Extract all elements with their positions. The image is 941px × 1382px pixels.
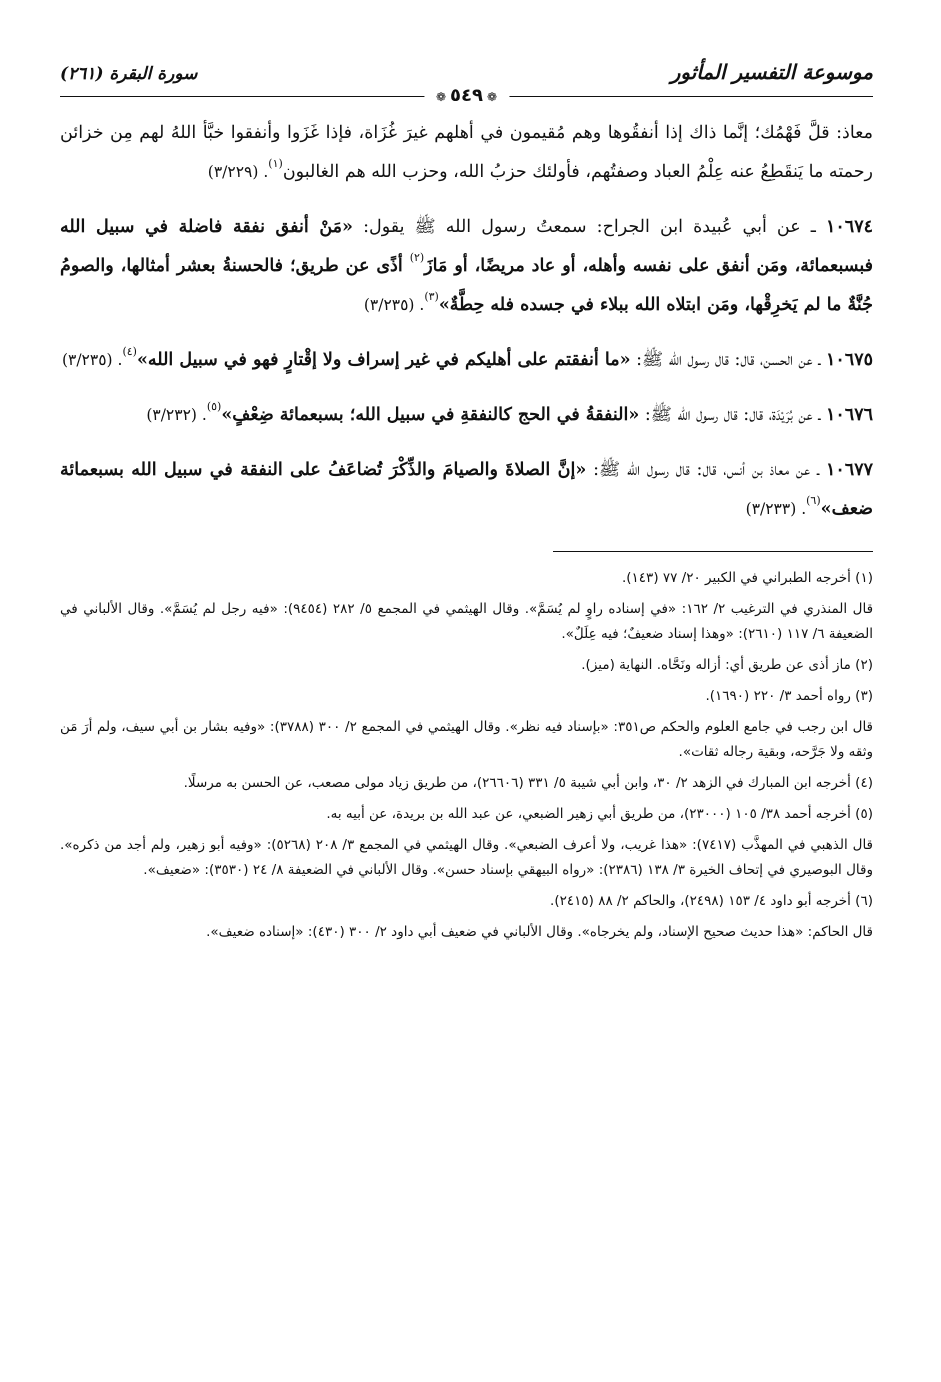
volume-reference: . (٣/٢٣٥) xyxy=(61,351,123,369)
hadith-text: «مَنْ أنفق نفقة فاضلة في سبيل الله فبسبعمائة، ومَن أنفق على نفسه وأهله، أو عاد مريضًا، أو مَازَ xyxy=(60,217,873,276)
paragraph-continuation xyxy=(60,114,873,192)
footnote: قال المنذري في الترغيب ٢/ ١٦٢: «في إسناده راوٍ لم يُسَمَّ». وقال الهيثمي في المجمع ٥/ ٢٨٢ (٩٤٥٤): «فيه رجل لم يُسَمَّ». وقال الألباني في الضعيفة ٦/ ١١٧ (٢٦١٠): «وهذا إسناد ضعيفٌ؛ فيه عِلَلٌ». xyxy=(60,601,874,642)
footnote-marker: (١) xyxy=(268,157,283,170)
hadith-chain: ـ عن معاذ بن أنس، قال: قال رسول الله ﷺ: xyxy=(586,460,826,480)
hadith-chain: ـ عن الحسن، قال: قال رسول الله ﷺ: xyxy=(630,350,826,370)
book-page xyxy=(60,58,873,951)
hadith-chain: ـ عن بُرَيْدَة، قال: قال رسول الله ﷺ: xyxy=(639,405,826,425)
footnote-marker: (٥) xyxy=(206,400,222,413)
hadith-entry xyxy=(60,396,873,435)
hadith-number: ١٠٦٧٥ xyxy=(826,350,873,370)
hadith-text: «النفقةُ في الحج كالنفقةِ في سبيل الله؛ بسبعمائة ضِعْفٍ» xyxy=(221,405,640,425)
ornament-icon: ❁ xyxy=(486,90,498,104)
book-title: موسوعة التفسير المأثور xyxy=(670,60,873,84)
footnotes xyxy=(60,566,873,945)
footnote: (٣) رواه أحمد ٣/ ٢٢٠ (١٦٩٠). xyxy=(705,688,873,704)
footnote-marker: (٤) xyxy=(122,345,137,358)
footnote-marker: (٣) xyxy=(424,290,439,303)
hadith-text: أذًى عن طريق؛ فالحسنةُ بعشر أمثالها، والصومُ جُنَّةٌ ما لم يَخرِقْها، ومَن ابتلاه الله ببلاء في جسده فله حِطَّةٌ» xyxy=(60,256,873,315)
footnote: قال الحاكم: «هذا حديث صحيح الإسناد، ولم يخرجاه». وقال الألباني في ضعيف أبي داود ٢/ ٣٠٠ (٤٣٠): «إسناده ضعيف». xyxy=(206,924,873,940)
volume-reference: . (٣/٢٣٣) xyxy=(745,500,807,518)
page-number: ٥٤٩ xyxy=(450,85,483,106)
sura-label: سورة البقرة (٢٦١) xyxy=(60,64,198,84)
hadith-entry xyxy=(60,208,873,325)
ornament-icon: ❁ xyxy=(435,90,447,104)
main-text xyxy=(60,114,873,529)
footnote: (٢) ماز أذى عن طريق أي: أزاله ونَحَّاه. النهاية (ميز). xyxy=(581,657,873,673)
footnote-marker: (٢) xyxy=(409,251,425,264)
footnote-marker: (٦) xyxy=(806,494,821,507)
footnote: قال ابن رجب في جامع العلوم والحكم ص٣٥١: «بإسناد فيه نظر». وقال الهيثمي في المجمع ٢/ ٣٠٠ (٣٧٨٨): «وفيه بشار بن أبي سيف، ولم أرَ مَن وثقه ولا جَرَّحه، وبقية رجاله ثقات». xyxy=(60,719,874,760)
hadith-entry xyxy=(60,451,873,529)
volume-reference: . (٣/٢٣٥) xyxy=(363,296,425,314)
footnote: (١) أخرجه الطبراني في الكبير ٢٠/ ٧٧ (١٤٣). xyxy=(621,570,873,586)
footnote-separator xyxy=(553,551,873,552)
hadith-text: «ما أنفقتم على أهليكم في غير إسراف ولا إقْتارٍ فهو في سبيل الله» xyxy=(136,350,631,370)
hadith-text: «إنَّ الصلاةَ والصيامَ والذِّكْرَ تُضاعَفُ على النفقة في سبيل الله بسبعمائة ضعف» xyxy=(60,460,873,519)
page-number-box xyxy=(424,85,509,106)
hadith-chain: ـ عن أبي عُبيدة ابن الجراح: سمعتُ رسول الله ﷺ يقول: xyxy=(353,217,826,237)
footnote: (٤) أخرجه ابن المبارك في الزهد ٢/ ٣٠، وابن أبي شيبة ٥/ ٣٣١ (٢٦٦٠٦)، من طريق زياد مولى مصعب، عن الحسن به مرسلًا. xyxy=(183,775,873,791)
running-header xyxy=(60,58,873,106)
paragraph-text: معاذ: قلَّ فَهْمُك؛ إنَّما ذاك إذا أنفقُوها وهم مُقيمون في أهلهم غيرَ غُزَاة، فإذا غَزَوا وأنفقوا خبَّأ اللهُ لهم مِن خزائن رحمته ما يَنقَطِعُ عنه عِلْمُ العباد وصفتُهم، فأولئك حزبُ الله، وحزب الله هم الغالبون xyxy=(60,123,873,182)
volume-reference: . (٣/٢٢٩) xyxy=(207,163,269,181)
hadith-number: ١٠٦٧٦ xyxy=(826,405,873,425)
footnote: (٦) أخرجه أبو داود ٤/ ١٥٣ (٢٤٩٨)، والحاكم ٢/ ٨٨ (٢٤١٥). xyxy=(550,893,873,909)
hadith-entry xyxy=(60,341,873,380)
footnote: (٥) أخرجه أحمد ٣٨/ ١٠٥ (٢٣٠٠٠)، من طريق أبي زهير الضبعي، عن عبد الله بن بريدة، عن أبيه به. xyxy=(326,806,873,822)
volume-reference: . (٣/٢٣٢) xyxy=(146,406,207,424)
hadith-number: ١٠٦٧٧ xyxy=(826,460,873,480)
footnote: قال الذهبي في المهذَّب (٧٤١٧): «هذا غريب، ولا أعرف الضبعي». وقال الهيثمي في المجمع ٣/ ٢٠٨ (٥٢٦٨): «وفيه أبو زهير، ولم أجد من ذكره». وقال البوصيري في إتحاف الخيرة ٣/ ١٣٨ (٢٣٨٦): «رواه البيهقي بإسناد حسن». وقال الألباني في الضعيفة ٨/ ٢٤ (٣٥٣٠): «ضعيف». xyxy=(60,837,874,878)
hadith-number: ١٠٦٧٤ xyxy=(826,217,873,237)
